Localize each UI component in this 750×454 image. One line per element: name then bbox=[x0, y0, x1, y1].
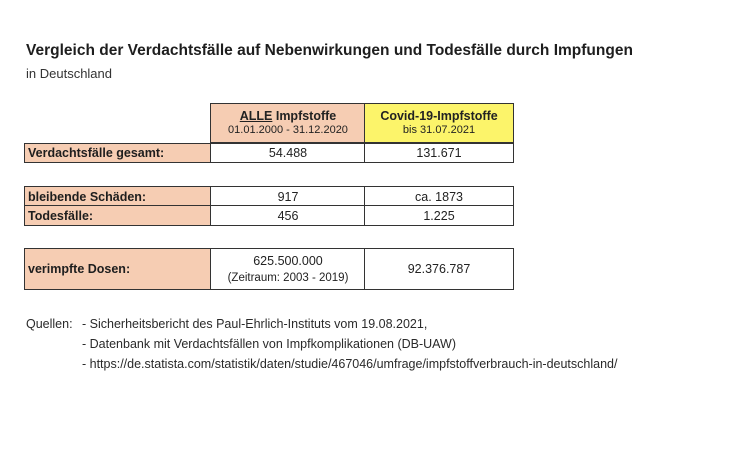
source-line bbox=[26, 334, 617, 354]
source-line bbox=[26, 314, 617, 334]
source-item: - Sicherheitsbericht des Paul-Ehrlich-Instituts vom 19.08.2021, bbox=[82, 317, 428, 331]
value-permanent-damage-covid: ca. 1873 bbox=[364, 186, 514, 207]
value-deaths-covid: 1.225 bbox=[364, 205, 514, 226]
doses-all-period: (Zeitraum: 2003 - 2019) bbox=[227, 271, 349, 284]
doses-all-number: 625.500.000 bbox=[253, 253, 323, 268]
source-item: - https://de.statista.com/statistik/daten/studie/467046/umfrage/impfstoffverbrauch-in-deutschland/ bbox=[82, 357, 618, 371]
column-header-all-vaccines-period: 01.01.2000 - 31.12.2020 bbox=[228, 123, 348, 136]
row-label-permanent-damage: bleibende Schäden: bbox=[24, 186, 212, 207]
column-header-all-vaccines bbox=[210, 103, 366, 143]
value-doses-all bbox=[210, 248, 366, 290]
row-label-deaths: Todesfälle: bbox=[24, 205, 212, 226]
sources-block bbox=[26, 314, 617, 374]
value-permanent-damage-all: 917 bbox=[210, 186, 366, 207]
column-header-covid-vaccines bbox=[364, 103, 514, 143]
page-title: Vergleich der Verdachtsfälle auf Nebenwirkungen und Todesfälle durch Impfungen bbox=[26, 42, 633, 59]
column-header-all-vaccines-title: ALLE Impfstoffe bbox=[239, 108, 337, 123]
sources-prefix: Quellen: bbox=[26, 317, 73, 331]
value-suspected-cases-all: 54.488 bbox=[210, 143, 366, 163]
value-deaths-all: 456 bbox=[210, 205, 366, 226]
column-header-covid-title: Covid-19-Impfstoffe bbox=[380, 108, 498, 123]
row-label-suspected-cases: Verdachtsfälle gesamt: bbox=[24, 143, 212, 163]
column-header-covid-period: bis 31.07.2021 bbox=[402, 123, 476, 136]
value-doses-covid: 92.376.787 bbox=[364, 248, 514, 290]
row-label-doses: verimpfte Dosen: bbox=[24, 248, 212, 290]
value-suspected-cases-covid: 131.671 bbox=[364, 143, 514, 163]
source-line bbox=[26, 354, 617, 374]
source-item: - Datenbank mit Verdachtsfällen von Impfkomplikationen (DB-UAW) bbox=[82, 337, 456, 351]
page-subtitle: in Deutschland bbox=[26, 66, 112, 81]
